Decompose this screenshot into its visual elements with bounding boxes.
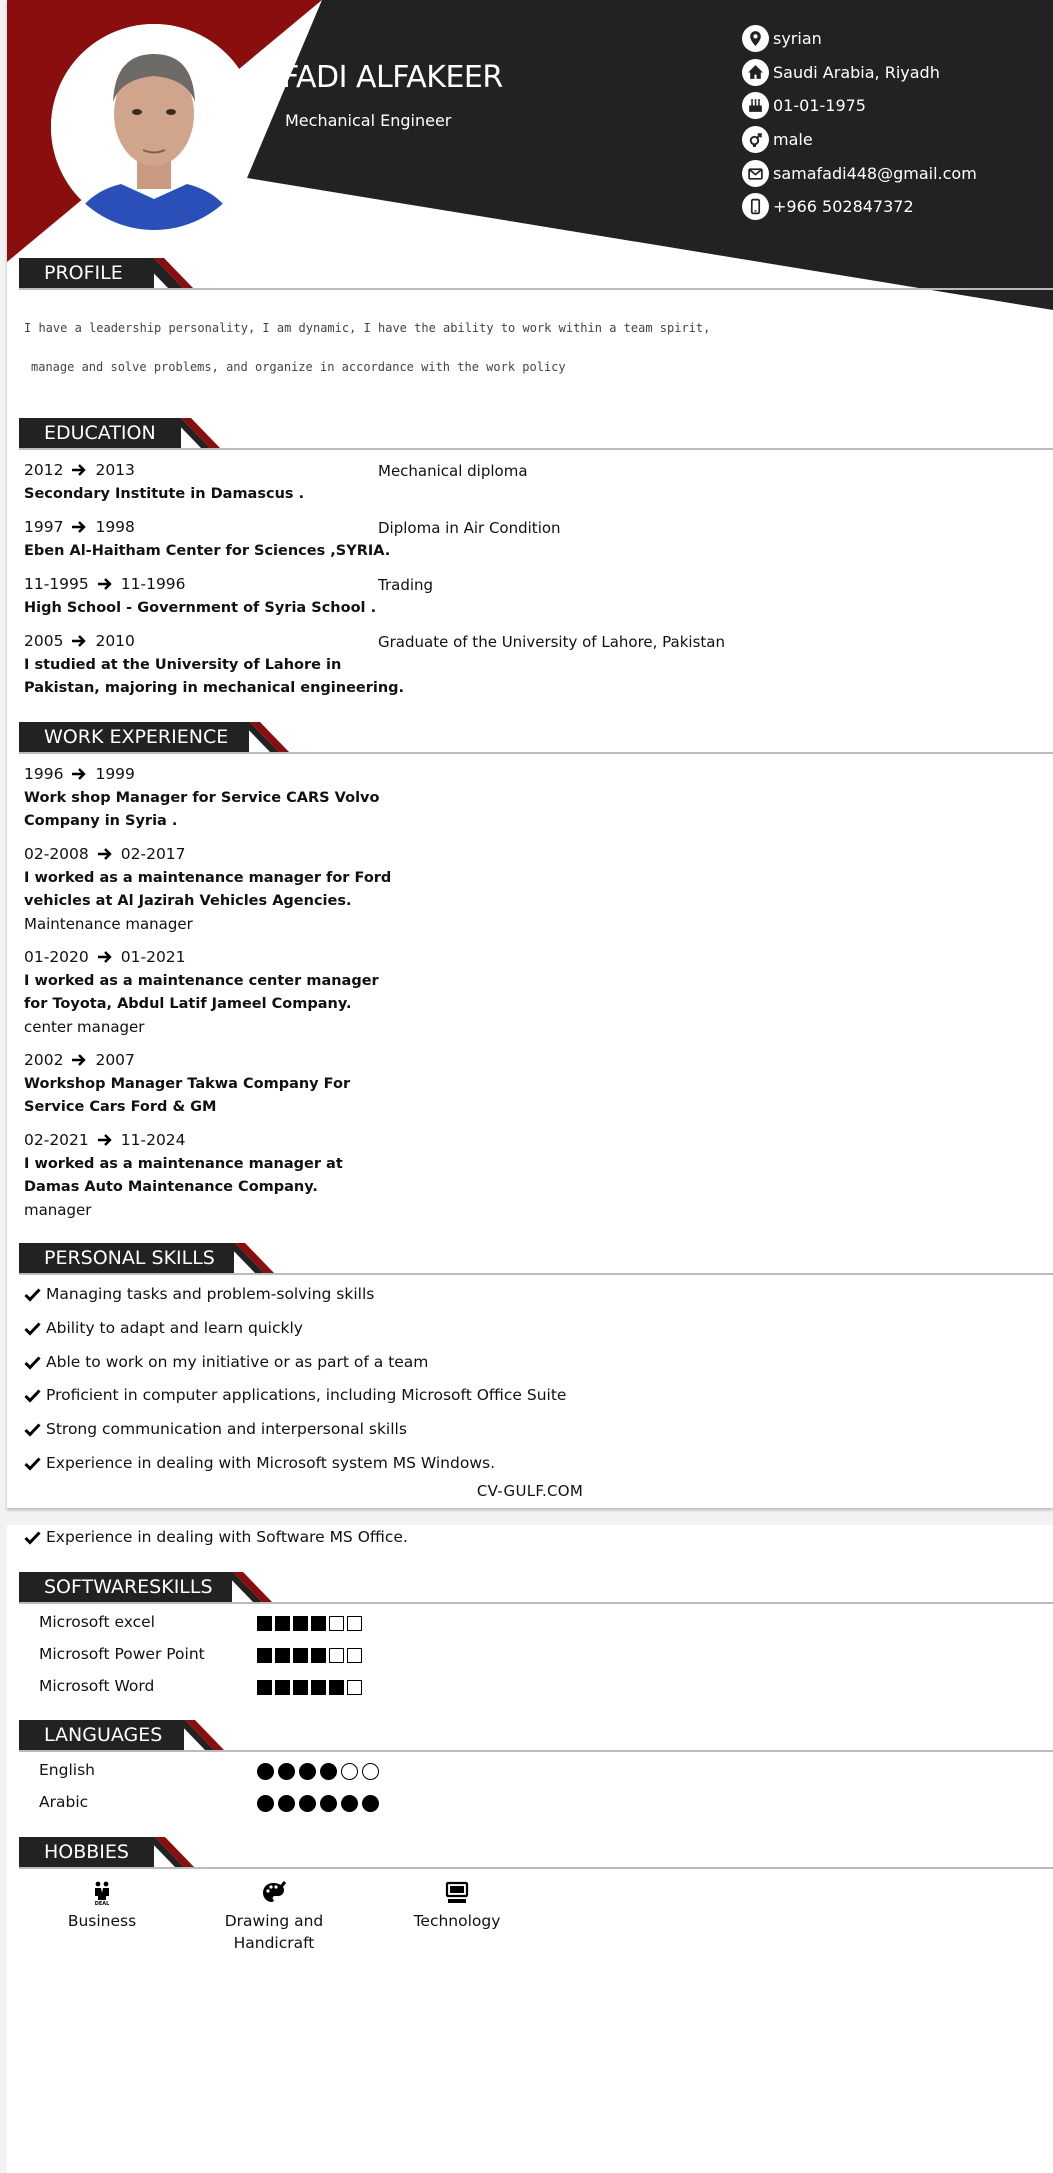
skill-item: Experience in dealing with Software MS Office. [24, 1528, 408, 1546]
deal-handshake-icon [89, 1880, 115, 1906]
work-date: 1996 1999 [24, 765, 135, 783]
level-square [293, 1680, 308, 1695]
software-skill-row [39, 1645, 439, 1669]
level-square [347, 1648, 362, 1663]
home-icon [742, 59, 769, 86]
level-square [347, 1680, 362, 1695]
arrow-right-icon [97, 847, 113, 861]
section-header-hobbies: HOBBIES [19, 1837, 1053, 1869]
education-school: Pakistan, majoring in mechanical engineering. [24, 680, 405, 696]
level-square [257, 1680, 272, 1695]
hobby-drawing: Drawing and Handicraft [209, 1880, 339, 1954]
contact-birthdate: 01-01-1975 [742, 89, 977, 123]
level-square [347, 1616, 362, 1631]
work-role: center manager [24, 1018, 145, 1036]
level-square [275, 1680, 290, 1695]
checkmark-icon [24, 1321, 41, 1336]
work-description: I worked as a maintenance manager at [24, 1156, 343, 1172]
work-role: manager [24, 1201, 92, 1219]
language-row [39, 1761, 439, 1785]
education-date: 2005 2010 [24, 632, 135, 650]
location-icon [742, 25, 769, 52]
work-description: for Toyota, Abdul Latif Jameel Company. [24, 996, 352, 1012]
education-degree: Mechanical diploma [378, 462, 528, 480]
education-degree: Trading [378, 576, 434, 594]
contact-email[interactable]: samafadi448@gmail.com [742, 156, 977, 190]
cv-page-2 [7, 1525, 1053, 2173]
skill-item: Managing tasks and problem-solving skills [24, 1285, 374, 1303]
work-date: 02-2008 02-2017 [24, 845, 186, 863]
work-role: Maintenance manager [24, 915, 193, 933]
software-skill-row [39, 1677, 439, 1701]
language-name: Arabic [39, 1793, 89, 1811]
software-skill-name: Microsoft excel [39, 1613, 155, 1631]
level-dot [257, 1763, 274, 1780]
level-square [311, 1648, 326, 1663]
level-dot [278, 1763, 295, 1780]
section-accent [224, 1572, 284, 1604]
software-skill-name: Microsoft Word [39, 1677, 155, 1695]
contact-address: Saudi Arabia, Riyadh [742, 56, 977, 90]
level-square [311, 1680, 326, 1695]
section-accent [139, 258, 199, 290]
level-dot [320, 1763, 337, 1780]
section-header-software-skills: SOFTWARESKILLS [19, 1572, 1053, 1604]
work-description: vehicles at Al Jazirah Vehicles Agencies. [24, 893, 352, 909]
work-date: 02-2021 11-2024 [24, 1131, 186, 1149]
work-date: 2002 2007 [24, 1051, 135, 1069]
checkmark-icon [24, 1456, 41, 1471]
hobby-business: DEAL Business [37, 1880, 167, 1932]
work-description: I worked as a maintenance center manager [24, 973, 379, 989]
contact-gender: male [742, 123, 977, 157]
section-header-personal-skills: PERSONAL SKILLS [19, 1243, 1053, 1275]
cv-page-1 [7, 0, 1053, 1508]
level-square [257, 1616, 272, 1631]
education-date: 2012 2013 [24, 461, 135, 479]
level-dot [278, 1795, 295, 1812]
level-square [275, 1616, 290, 1631]
section-accent [172, 418, 232, 450]
section-accent [241, 722, 301, 754]
section-header-work-experience: WORK EXPERIENCE [19, 722, 1053, 754]
section-header-education: EDUCATION [19, 418, 1053, 450]
level-dot [257, 1795, 274, 1812]
education-degree: Diploma in Air Condition [378, 519, 561, 537]
language-level-dots [257, 1795, 379, 1812]
education-school: Eben Al-Haitham Center for Sciences ,SYRIA. [24, 543, 391, 559]
person-portrait-icon [51, 24, 257, 230]
arrow-right-icon [97, 950, 113, 964]
level-square [257, 1648, 272, 1663]
arrow-right-icon [71, 520, 87, 534]
checkmark-icon [24, 1530, 41, 1545]
checkmark-icon [24, 1355, 41, 1370]
work-description: Damas Auto Maintenance Company. [24, 1179, 318, 1195]
skill-item: Experience in dealing with Microsoft system MS Windows. [24, 1454, 495, 1472]
level-square [293, 1648, 308, 1663]
level-dot [299, 1763, 316, 1780]
skill-item: Strong communication and interpersonal skills [24, 1420, 407, 1438]
contact-list [742, 22, 977, 224]
section-accent [226, 1243, 286, 1275]
svg-text:DEAL: DEAL [94, 1901, 110, 1906]
language-row [39, 1793, 439, 1817]
level-dot [320, 1795, 337, 1812]
skill-item: Ability to adapt and learn quickly [24, 1319, 303, 1337]
skill-item: Proficient in computer applications, including Microsoft Office Suite [24, 1386, 566, 1404]
software-skill-row [39, 1613, 439, 1637]
work-date: 01-2020 01-2021 [24, 948, 186, 966]
hobby-technology: Technology [392, 1880, 522, 1932]
level-square [329, 1616, 344, 1631]
level-dot [362, 1795, 379, 1812]
work-description: Service Cars Ford & GM [24, 1099, 217, 1115]
birthday-cake-icon [742, 92, 769, 119]
skill-level-squares [257, 1616, 362, 1631]
section-accent [146, 1837, 206, 1869]
contact-phone[interactable]: +966 502847372 [742, 190, 977, 224]
contact-nationality: syrian [742, 22, 977, 56]
arrow-right-icon [97, 1133, 113, 1147]
work-description: Work shop Manager for Service CARS Volvo [24, 790, 380, 806]
education-school: Secondary Institute in Damascus . [24, 486, 305, 502]
education-school: High School - Government of Syria School . [24, 600, 377, 616]
arrow-right-icon [71, 767, 87, 781]
skill-item: Able to work on my initiative or as part of a team [24, 1353, 428, 1371]
software-skill-name: Microsoft Power Point [39, 1645, 205, 1663]
level-dot [341, 1763, 358, 1780]
education-date: 11-1995 11-1996 [24, 575, 186, 593]
footer-watermark: CV-GULF.COM [476, 1482, 584, 1500]
work-description: Workshop Manager Takwa Company For [24, 1076, 351, 1092]
checkmark-icon [24, 1287, 41, 1302]
level-square [293, 1616, 308, 1631]
skill-level-squares [257, 1648, 362, 1663]
level-square [311, 1616, 326, 1631]
section-header-languages: LANGUAGES [19, 1720, 1053, 1752]
profile-photo [51, 24, 257, 230]
palette-brush-icon [261, 1880, 287, 1906]
email-icon [742, 160, 769, 187]
work-description: I worked as a maintenance manager for Ford [24, 870, 392, 886]
arrow-right-icon [71, 634, 87, 648]
profile-text-line-2: manage and solve problems, and organize in accordance with the work policy [31, 360, 566, 374]
checkmark-icon [24, 1422, 41, 1437]
arrow-right-icon [71, 463, 87, 477]
language-level-dots [257, 1763, 379, 1780]
level-dot [341, 1795, 358, 1812]
level-square [329, 1648, 344, 1663]
candidate-name: FADI ALFAKEER [282, 60, 503, 95]
checkmark-icon [24, 1388, 41, 1403]
job-title: Mechanical Engineer [285, 111, 452, 130]
section-header-profile: PROFILE [19, 258, 1053, 290]
level-dot [362, 1763, 379, 1780]
education-school: I studied at the University of Lahore in [24, 657, 342, 673]
arrow-right-icon [97, 577, 113, 591]
section-accent [176, 1720, 236, 1752]
education-date: 1997 1998 [24, 518, 135, 536]
skill-level-squares [257, 1680, 362, 1695]
language-name: English [39, 1761, 95, 1779]
arrow-right-icon [71, 1053, 87, 1067]
level-dot [299, 1795, 316, 1812]
level-square [329, 1680, 344, 1695]
work-description: Company in Syria . [24, 813, 178, 829]
gender-icon [742, 126, 769, 153]
phone-icon [742, 193, 769, 220]
education-degree: Graduate of the University of Lahore, Pakistan [378, 633, 725, 651]
profile-text-line-1: I have a leadership personality, I am dynamic, I have the ability to work within a team spirit, [24, 321, 711, 335]
computer-icon [444, 1880, 470, 1906]
level-square [275, 1648, 290, 1663]
